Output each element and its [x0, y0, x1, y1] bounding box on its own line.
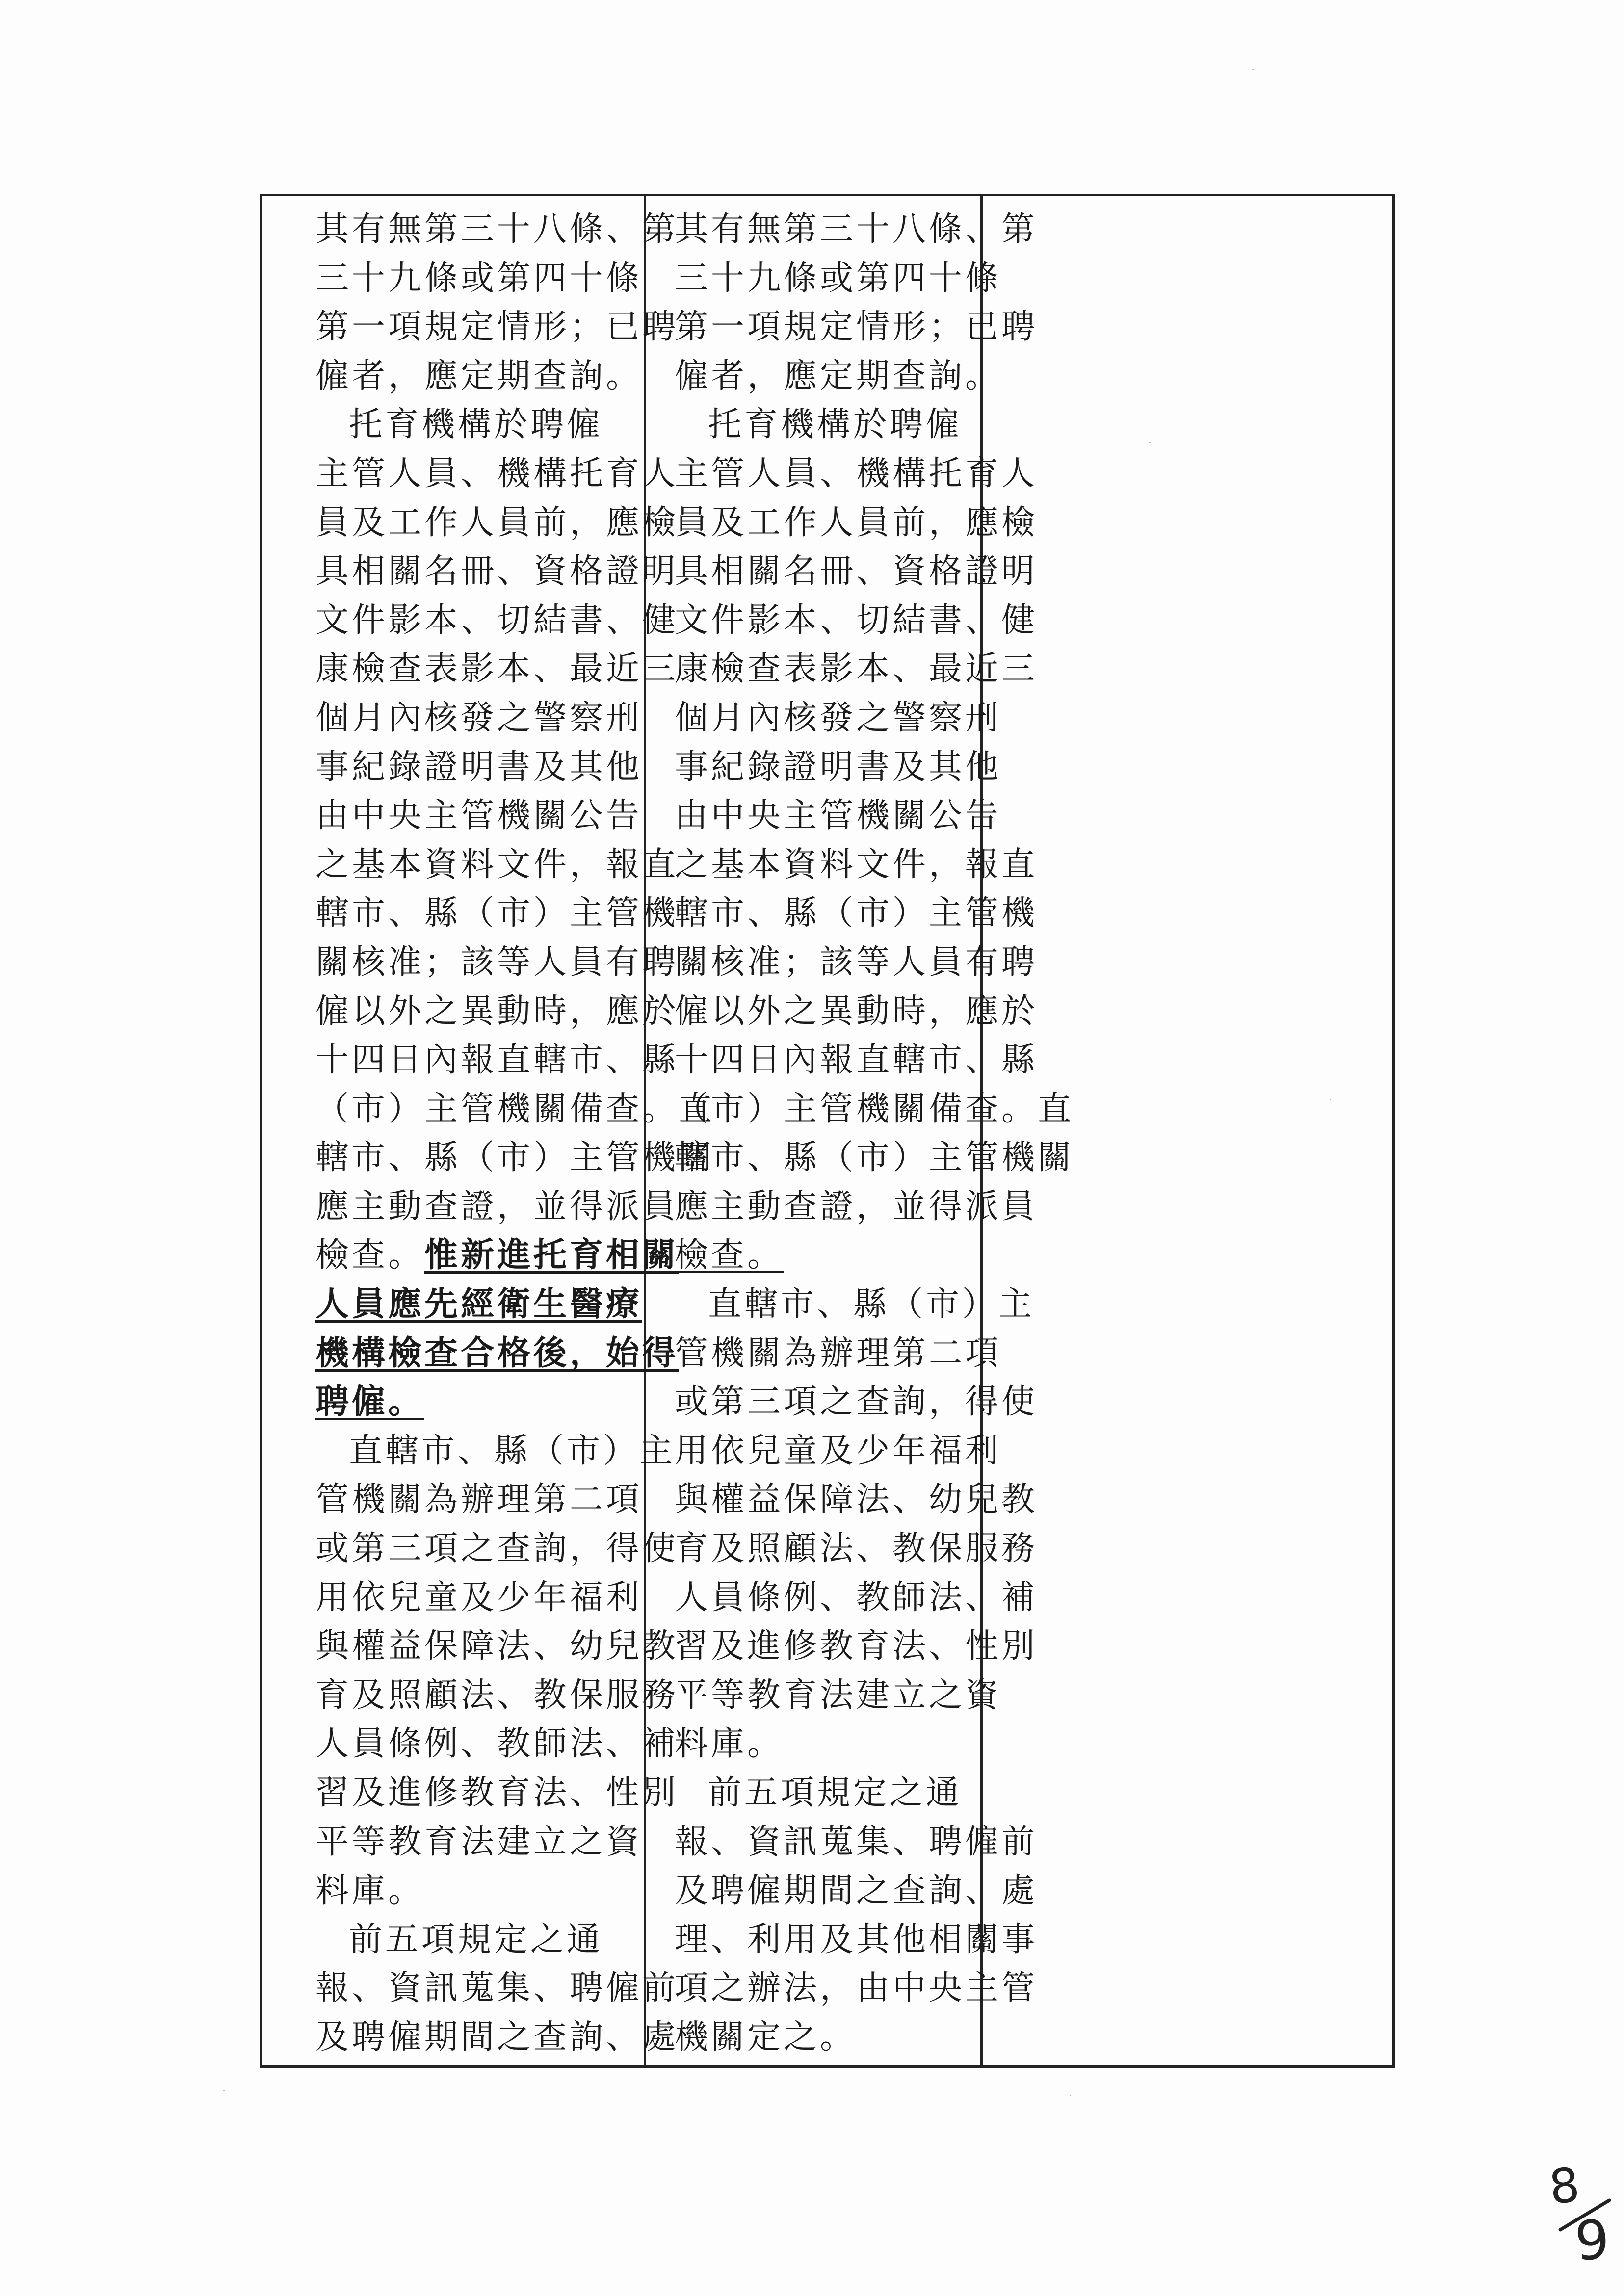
col1-text-line	[315, 1866, 636, 1915]
col1-text-segment: 十四日內報直轄市、縣	[315, 1041, 679, 1080]
col1-text-segment: 管機關為辦理第二項	[315, 1480, 643, 1519]
col1-text-line	[315, 1720, 679, 1769]
col2-text-line	[675, 1133, 1074, 1182]
current-text-cell	[675, 205, 1074, 2062]
col1-text-line	[315, 840, 679, 889]
col1-text-segment: 主管人員、機構托育人	[315, 454, 679, 493]
scan-speck	[1330, 1099, 1331, 1100]
col2-text-segment: 康檢查表影本、最近三	[675, 650, 1038, 689]
col1-text-line	[315, 1231, 679, 1280]
col2-text-segment: 個月內核發之警察刑	[675, 698, 1002, 737]
col1-text-segment: 其有無第三十八條、第	[315, 210, 679, 249]
col2-text-segment: 管機關為辦理第二項	[675, 1333, 1002, 1373]
col1-text-segment: 前五項規定之通	[349, 1920, 603, 1959]
col1-text-line	[315, 743, 643, 792]
col2-text-line	[675, 1671, 1002, 1720]
col1-amendment-segment: 惟新進托育相關	[424, 1235, 679, 1275]
col2-text-segment: 其有無第三十八條、第	[675, 210, 1038, 249]
col1-text-line	[315, 596, 679, 645]
col1-text-segment: 機構檢查合格後，始得	[315, 1333, 679, 1373]
col2-text-segment: 平等教育法建立之資	[675, 1675, 1002, 1715]
col2-text-segment: 報、資訊蒐集、聘僱前	[675, 1822, 1038, 1861]
col1-text-line	[315, 1329, 679, 1378]
col2-text-segment: 理、利用及其他相關事	[675, 1920, 1038, 1959]
col1-text-segment: 托育機構於聘僱	[349, 405, 603, 444]
col1-text-segment: 平等教育法建立之資	[315, 1822, 643, 1861]
col2-text-line	[675, 400, 975, 449]
col2-text-segment: 事紀錄證明書及其他	[675, 747, 1002, 786]
col2-text-line	[675, 1231, 975, 1280]
col1-text-segment: 具相關名冊、資格證明	[315, 552, 679, 591]
col1-text-segment: 個月內核發之警察刑	[315, 698, 643, 737]
amended-text-column	[262, 196, 715, 2065]
col1-text-line	[315, 1475, 643, 1524]
col1-text-line	[315, 938, 679, 987]
col1-text-line	[315, 352, 643, 401]
col2-text-line	[675, 352, 1002, 401]
col1-text-segment: 或第三項之查詢，得使	[315, 1529, 679, 1568]
col1-text-segment: 員及工作人員前，應檢	[315, 503, 679, 542]
col1-text-segment: 康檢查表影本、最近三	[315, 650, 679, 689]
amended-text-cell	[315, 205, 715, 2062]
col1-text-line	[315, 1378, 636, 1427]
handwritten-page-number	[1541, 2156, 1624, 2274]
col2-text-segment: 檢查。	[675, 1236, 784, 1275]
col1-text-line	[315, 791, 643, 840]
col1-text-segment: 關核准；該等人員有聘	[315, 942, 679, 982]
col2-text-line	[675, 694, 1002, 743]
col1-text-line	[315, 400, 636, 449]
col2-text-line	[675, 498, 1038, 548]
col2-text-segment: 具相關名冊、資格證明	[675, 552, 1038, 591]
col2-text-segment: 及聘僱期間之查詢、處	[675, 1871, 1038, 1910]
col2-text-segment: 十四日內報直轄市、縣	[675, 1041, 1038, 1080]
col1-text-segment: 聘僱。	[315, 1382, 425, 1422]
col1-text-segment: 僱以外之異動時，應於	[315, 991, 679, 1031]
col2-text-line	[675, 1475, 1038, 1524]
col1-text-segment: 直轄市、縣（市）主	[349, 1431, 676, 1470]
col1-text-segment: 轄市、縣（市）主管機關	[315, 1138, 715, 1177]
col2-text-segment: 應主動查證，並得派員	[675, 1187, 1038, 1226]
col2-text-line	[675, 254, 1002, 303]
col1-text-line	[315, 1524, 679, 1573]
col2-text-segment: 員及工作人員前，應檢	[675, 503, 1038, 542]
col1-text-line	[315, 449, 679, 498]
col2-text-segment: 由中央主管機關公告	[675, 796, 1002, 835]
scan-speck	[1070, 2095, 1071, 2096]
col1-text-line	[315, 1915, 636, 1964]
page-number-denominator: 9	[1572, 2208, 1612, 2273]
col2-text-segment: 僱者，應定期查詢。	[675, 356, 1002, 395]
col2-text-line	[675, 1036, 1038, 1085]
col1-text-segment: 僱者，應定期查詢。	[315, 356, 643, 395]
col2-text-segment: 第一項規定情形；已聘	[675, 308, 1038, 347]
col1-text-segment: 文件影本、切結書、健	[315, 600, 679, 640]
col2-text-line	[675, 303, 1038, 352]
col2-text-line	[675, 596, 1038, 645]
col1-text-segment: 及聘僱期間之查詢、處	[315, 2017, 679, 2057]
col2-text-segment: （市）主管機關備查。直	[675, 1089, 1074, 1128]
col1-text-line	[315, 1036, 679, 1085]
col2-text-line	[675, 1818, 1038, 1867]
col2-text-segment: 托育機構於聘僱	[708, 405, 963, 444]
col2-text-segment: 項之辦法，由中央主管	[675, 1969, 1038, 2008]
col2-text-segment: 文件影本、切結書、健	[675, 600, 1038, 640]
col1-text-segment: 習及進修教育法、性別	[315, 1774, 679, 1812]
comparison-table	[260, 194, 1395, 2068]
col1-text-segment: 由中央主管機關公告	[315, 796, 643, 835]
col2-text-line	[675, 987, 1038, 1036]
col1-text-line	[315, 2013, 679, 2062]
col1-text-segment: 三十九條或第四十條	[315, 259, 643, 298]
col2-text-line	[675, 645, 1038, 694]
col2-text-segment: 機關定之。	[675, 2017, 857, 2057]
page-number-numerator: 8	[1546, 2157, 1582, 2215]
col2-text-line	[675, 791, 1002, 840]
col1-text-line	[315, 1280, 643, 1329]
col1-text-segment: 應主動查證，並得派員	[315, 1187, 679, 1226]
col1-text-line	[315, 889, 679, 938]
col2-text-line	[675, 1720, 975, 1769]
col1-text-line	[315, 645, 679, 694]
col2-text-line	[675, 1769, 975, 1818]
col2-text-segment: 或第三項之查詢，得使	[675, 1383, 1038, 1422]
col2-text-segment: 僱以外之異動時，應於	[675, 991, 1038, 1031]
col1-text-line	[315, 1085, 715, 1134]
current-text-column	[646, 196, 1074, 2065]
col1-text-line	[315, 1133, 715, 1182]
col2-text-segment: 料庫。	[675, 1724, 784, 1764]
col2-text-line	[675, 1427, 1002, 1476]
col1-text-line	[315, 694, 643, 743]
col1-text-line	[315, 1182, 679, 1231]
col2-text-line	[675, 1524, 1038, 1573]
explanation-column	[983, 196, 1392, 2065]
col2-text-line	[675, 1182, 1038, 1231]
col2-text-segment: 關核准；該等人員有聘	[675, 942, 1038, 982]
col2-text-line	[675, 547, 1038, 596]
col2-text-segment: 直轄市、縣（市）主	[708, 1285, 1035, 1324]
col1-text-segment: 育及照顧法、教保服務	[315, 1675, 679, 1715]
col2-text-segment: 與權益保障法、幼兒教	[675, 1480, 1038, 1519]
col2-text-line	[675, 1866, 1038, 1915]
col2-text-line	[675, 205, 1038, 254]
col2-text-segment: 習及進修教育法、性別	[675, 1627, 1038, 1666]
col1-text-segment: 人員應先經衛生醫療	[315, 1284, 643, 1324]
col2-text-line	[675, 449, 1038, 498]
col1-text-line	[315, 205, 679, 254]
col2-text-segment: 主管人員、機構托育人	[675, 454, 1038, 493]
col1-text-segment: 轄市、縣（市）主管機	[315, 894, 679, 933]
col1-text-line	[315, 547, 679, 596]
col2-text-line	[675, 1573, 1038, 1622]
col1-text-segment: 用依兒童及少年福利	[315, 1578, 643, 1617]
col1-text-segment: 之基本資料文件，報直	[315, 845, 679, 884]
col2-text-line	[675, 1378, 1038, 1427]
col1-text-line	[315, 1769, 679, 1818]
col2-text-segment: 轄市、縣（市）主管機關	[675, 1138, 1074, 1177]
col1-text-segment: 第一項規定情形；已聘	[315, 308, 679, 347]
col1-text-segment: 事紀錄證明書及其他	[315, 747, 643, 786]
col2-text-line	[675, 743, 1002, 792]
col2-text-line	[675, 1280, 1035, 1329]
col1-text-segment: 料庫。	[315, 1871, 425, 1910]
col1-text-segment: 檢查。	[315, 1236, 425, 1275]
col2-text-segment: 用依兒童及少年福利	[675, 1431, 1002, 1470]
col2-text-line	[675, 1085, 1074, 1134]
col1-text-segment: （市）主管機關備查。直	[315, 1089, 715, 1128]
col2-text-line	[675, 1915, 1038, 1964]
scan-speck	[223, 2090, 225, 2091]
col2-text-line	[675, 938, 1038, 987]
col2-text-segment: 人員條例、教師法、補	[675, 1578, 1038, 1617]
col2-text-line	[675, 840, 1038, 889]
col2-text-line	[675, 889, 1038, 938]
col2-text-line	[675, 1329, 1002, 1378]
col2-text-segment: 轄市、縣（市）主管機	[675, 894, 1038, 933]
col1-text-line	[315, 1818, 643, 1867]
col1-text-line	[315, 1573, 643, 1622]
scan-speck	[1252, 69, 1254, 70]
col2-text-segment: 前五項規定之通	[708, 1774, 963, 1812]
col1-text-line	[315, 1964, 679, 2013]
col1-text-segment: 報、資訊蒐集、聘僱前	[315, 1969, 679, 2008]
col2-text-line	[675, 2013, 975, 2062]
col1-text-line	[315, 1427, 676, 1476]
col1-text-line	[315, 1671, 679, 1720]
scan-speck	[1149, 442, 1151, 443]
col2-text-line	[675, 1964, 1038, 2013]
col1-text-line	[315, 303, 679, 352]
col2-text-segment: 之基本資料文件，報直	[675, 845, 1038, 884]
col2-text-segment: 育及照顧法、教保服務	[675, 1529, 1038, 1568]
col2-text-segment: 三十九條或第四十條	[675, 259, 1002, 298]
col1-text-line	[315, 498, 679, 548]
col1-text-segment: 與權益保障法、幼兒教	[315, 1627, 679, 1666]
col1-text-line	[315, 1622, 679, 1671]
col2-text-line	[675, 1622, 1038, 1671]
col1-text-segment: 人員條例、教師法、補	[315, 1724, 679, 1764]
col1-text-line	[315, 987, 679, 1036]
col1-text-line	[315, 254, 643, 303]
